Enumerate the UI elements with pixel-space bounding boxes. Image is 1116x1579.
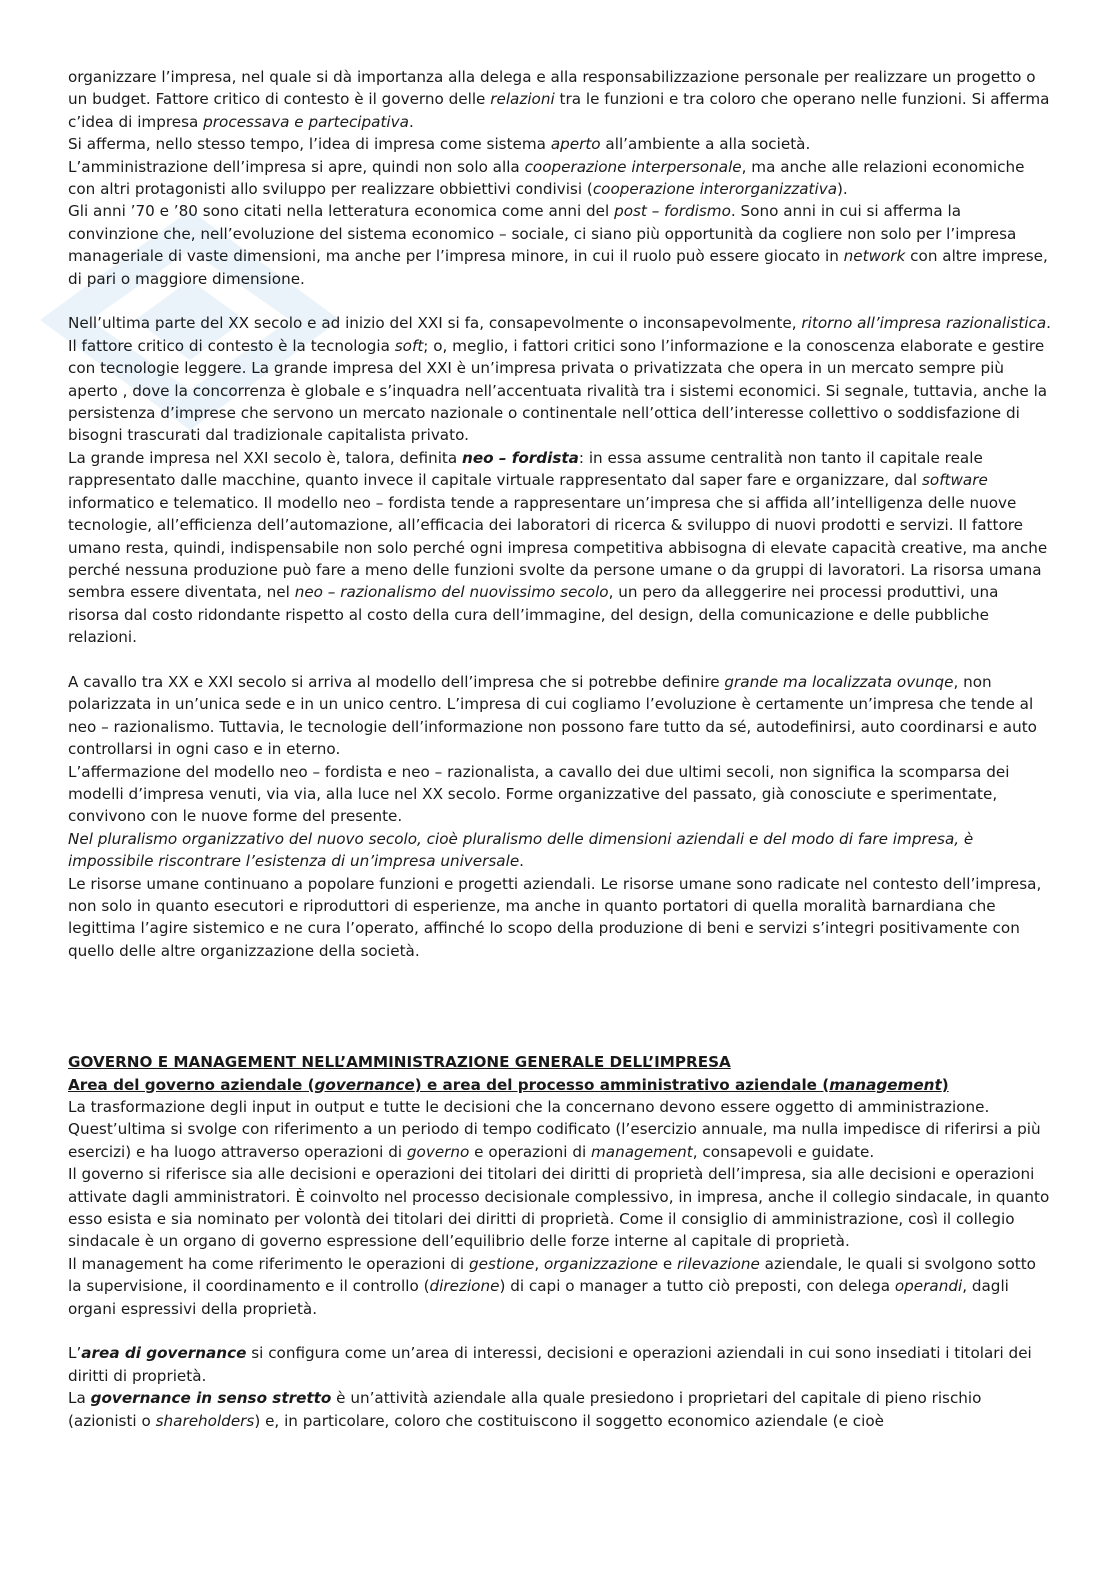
paragraph-13: Il management ha come riferimento le operazioni di gestione, organizzazione e rilevazione aziendale, le quali si svolgono sotto la supervisione, il coordinamento e il controllo (direzione) di capi o manager a tutto ciò preposti, con delega operandi, dagli organi espressivi della proprietà. bbox=[68, 1254, 1036, 1318]
paragraph-12: Il governo si riferisce sia alle decisioni e operazioni dei titolari dei diritti di proprietà dell’impresa, sia alle decisioni e operazioni attivate dagli amministratori. È coinvolto nel processo decisionale complessivo, in impresa, anche il collegio sindacale, in quanto esso esista e sia nominato per volontà dei titolari dei diritti di proprietà. Come il consiglio di amministrazione, così il collegio sindacale è un organo di governo espressione dell’equilibrio delle forze interne al capitale di proprietà. bbox=[68, 1165, 1050, 1251]
paragraph-14: L’area di governance si configura come un’area di interessi, decisioni e operazioni aziendali in cui sono insediati i titolari dei diritti di proprietà. bbox=[68, 1344, 1032, 1385]
paragraph-8: L’affermazione del modello neo – fordista e neo – razionalista, a cavallo dei due ultimi secoli, non significa la scomparsa dei modelli d’impresa venuti, via via, alla luce nel XX secolo. Forme organizzative del passato, già conosciute e sperimentate, convivono con le nuove forme del presente. bbox=[68, 762, 1010, 826]
paragraph-15: La governance in senso stretto è un’attività aziendale alla quale presiedono i proprietari del capitale di pieno rischio (azionisti o shareholders) e, in particolare, coloro che costituiscono il soggetto economico aziendale (e cioè bbox=[68, 1389, 982, 1430]
paragraph-9: Nel pluralismo organizzativo del nuovo secolo, cioè pluralismo delle dimensioni aziendali e del modo di fare impresa, è impossibile riscontrare l’esistenza di un’impresa universale. bbox=[68, 829, 974, 871]
paragraph-10: Le risorse umane continuano a popolare funzioni e progetti aziendali. Le risorse umane sono radicate nel contesto dell’impresa, non solo in quanto esecutori e riproduttori di esperienze, ma anche in quanto portatori di quella moralità barnardiana che legittima l’agire sistemico e ne cura l’operato, affinché lo scopo della produzione di beni e servizi s’integri positivamente con quello delle altre organizzazione della società. bbox=[68, 874, 1042, 960]
document-page bbox=[68, 66, 1052, 1432]
paragraph-3: L’amministrazione dell’impresa si apre, quindi non solo alla cooperazione interpersonale, ma anche alle relazioni economiche con altri protagonisti allo sviluppo per realizzare obbiettivi condivisi (cooperazione interorganizzativa). bbox=[68, 157, 1025, 199]
paragraph-6: La grande impresa nel XXI secolo è, talora, definita neo – fordista: in essa assume centralità non tanto il capitale reale rappresentato dalle macchine, quanto invece il capitale virtuale rappresentato dal saper fare e organizzare, dal software informatico e telematico. Il modello neo – fordista tende a rappresentare un’impresa che si affida all’intelligenza delle nuove tecnologie, all’efficienza dell’automazione, all’efficacia dei laboratori di ricerca & sviluppo di nuovi prodotti e servizi. Il fattore umano resta, quindi, indispensabile non solo perché ogni impresa competitiva abbisogna di elevate capacità creative, ma anche perché nessuna produzione può fare a meno delle funzioni svolte da persone umane o da gruppi di lavoratori. La risorsa umana sembra essere diventata, nel neo – razionalismo del nuovissimo secolo, un pero da alleggerire nei processi produttivi, una risorsa dal costo ridondante rispetto al costo della cura dell’immagine, del design, della comunicazione e delle pubbliche relazioni. bbox=[68, 448, 1048, 647]
paragraph-7: A cavallo tra XX e XXI secolo si arriva al modello dell’impresa che si potrebbe definire grande ma localizzata ovunqe, non polarizzata in un’unica sede e in un unico centro. L’impresa di cui cogliamo l’evoluzione è certamente un’impresa che tende al neo – razionalismo. Tuttavia, le tecnologie dell’informazione non possono fare tutto da sé, autodefinirsi, auto coordinarsi e auto controllarsi in ogni caso e in eterno. bbox=[68, 672, 1037, 759]
subsection-heading: Area del governo aziendale (governance) e area del processo amministrativo aziendale (management) bbox=[68, 1075, 949, 1094]
section-heading: GOVERNO E MANAGEMENT NELL’AMMINISTRAZIONE GENERALE DELL’IMPRESA bbox=[68, 1053, 731, 1072]
paragraph-11: La trasformazione degli input in output e tutte le decisioni che la concernano devono essere oggetto di amministrazione. Quest’ultima si svolge con riferimento a un periodo di tempo codificato (l’esercizio annuale, ma nulla impedisce di riferirsi a più esercizi) e ha luogo attraverso operazioni di governo e operazioni di management, consapevoli e guidate. bbox=[68, 1098, 1041, 1161]
paragraph-5: Nell’ultima parte del XX secolo e ad inizio del XXI si fa, consapevolmente o inconsapevolmente, ritorno all’impresa razionalistica. Il fattore critico di contesto è la tecnologia soft; o, meglio, i fattori critici sono l’informazione e la conoscenza elaborate e gestire con tecnologie leggere. La grande impresa del XXI è un’impresa privata o privatizzata che opera in un mercato sempre più aperto , dove la concorrenza è globale e s’inquadra nell’accentuata rivalità tra i sistemi economici. Si segnale, tuttavia, anche la persistenza d’imprese che servono un mercato nazionale o continentale nell’ottica dell’interesse collettivo o soddisfazione di bisogni trascurati dal tradizionale capitalista privato. bbox=[68, 314, 1051, 445]
paragraph-4: Gli anni ’70 e ’80 sono citati nella letteratura economica come anni del post – fordismo. Sono anni in cui si afferma la convinzione che, nell’evoluzione del sistema economico – sociale, ci siano più opportunità da cogliere non solo per l’impresa manageriale di vaste dimensioni, ma anche per l’impresa minore, in cui il ruolo può essere giocato in network con altre imprese, di pari o maggiore dimensione. bbox=[68, 202, 1048, 288]
paragraph-2: Si afferma, nello stesso tempo, l’idea di impresa come sistema aperto all’ambiente a alla società. bbox=[68, 135, 811, 154]
paragraph-1: organizzare l’impresa, nel quale si dà importanza alla delega e alla responsabilizzazione personale per realizzare un progetto o un budget. Fattore critico di contesto è il governo delle relazioni tra le funzioni e tra coloro che operano nelle funzioni. Si afferma c’idea di impresa processava e partecipativa. bbox=[68, 68, 1050, 131]
